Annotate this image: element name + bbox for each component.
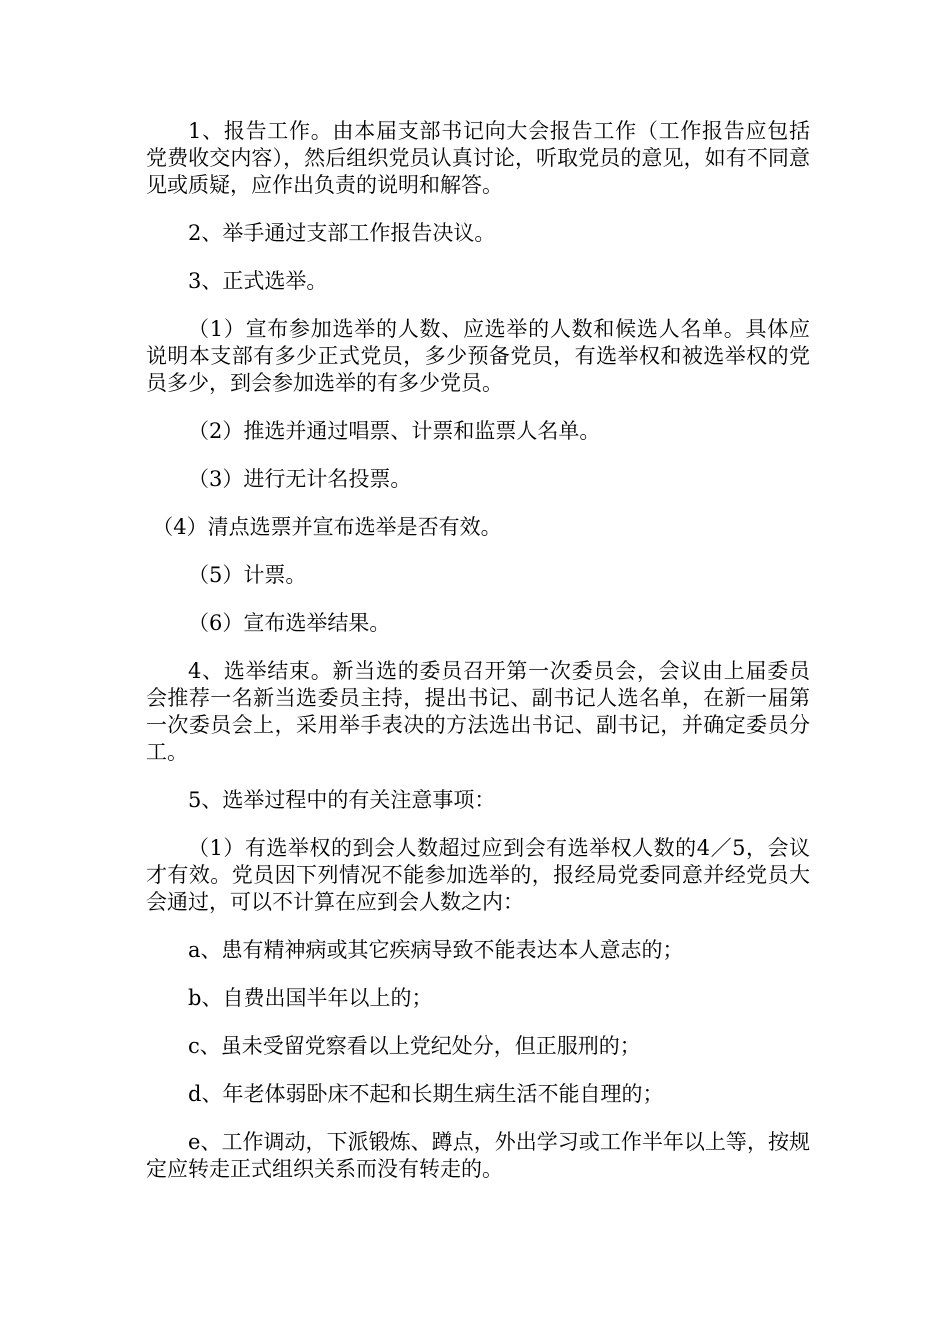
document-page bbox=[146, 118, 810, 1204]
paragraph-exception-d: d、年老体弱卧床不起和长期生病生活不能自理的； bbox=[188, 1082, 664, 1106]
paragraph-exception-a: a、患有精神病或其它疾病导致不能表达本人意志的； bbox=[188, 938, 684, 962]
paragraph-announce-numbers: （1）宣布参加选举的人数、应选举的人数和候选人名单。具体应说明本支部有多少正式党员，多少预备党员，有选举权和被选举权的党员多少，到会参加选举的有多少党员。 bbox=[146, 317, 810, 395]
paragraph-count-ballots: （4）清点选票并宣布选举是否有效。 bbox=[152, 515, 502, 539]
paragraph-exception-c: c、虽未受留党察看以上党纪处分，但正服刑的； bbox=[188, 1034, 641, 1058]
paragraph-report-work: 1、报告工作。由本届支部书记向大会报告工作（工作报告应包括党费收交内容），然后组织党员认真讨论，听取党员的意见，如有不同意见或质疑，应作出负责的说明和解答。 bbox=[146, 119, 810, 197]
paragraph-select-tellers: （2）推选并通过唱票、计票和监票人名单。 bbox=[188, 419, 601, 443]
paragraph-vote-report: 2、举手通过支部工作报告决议。 bbox=[188, 221, 496, 245]
paragraph-secret-ballot: （3）进行无计名投票。 bbox=[188, 467, 412, 491]
paragraph-tally: （5）计票。 bbox=[188, 563, 307, 587]
paragraph-notes-heading: 5、选举过程中的有关注意事项： bbox=[188, 788, 496, 812]
paragraph-formal-election: 3、正式选举。 bbox=[188, 269, 328, 293]
paragraph-announce-results: （6）宣布选举结果。 bbox=[188, 611, 391, 635]
paragraph-election-end: 4、选举结束。新当选的委员召开第一次委员会，会议由上届委员会推荐一名新当选委员主持，提出书记、副书记人选名单，在新一届第一次委员会上，采用举手表决的方法选出书记、副书记，并确定委员分工。 bbox=[146, 659, 810, 764]
paragraph-quorum: （1）有选举权的到会人数超过应到会有选举权人数的4／5，会议才有效。党员因下列情况不能参加选举的，报经局党委同意并经党员大会通过，可以不计算在应到会人数之内： bbox=[146, 836, 810, 914]
paragraph-exception-e: e、工作调动，下派锻炼、蹲点，外出学习或工作半年以上等，按规定应转走正式组织关系而没有转走的。 bbox=[146, 1130, 810, 1181]
paragraph-exception-b: b、自费出国半年以上的； bbox=[188, 986, 433, 1010]
